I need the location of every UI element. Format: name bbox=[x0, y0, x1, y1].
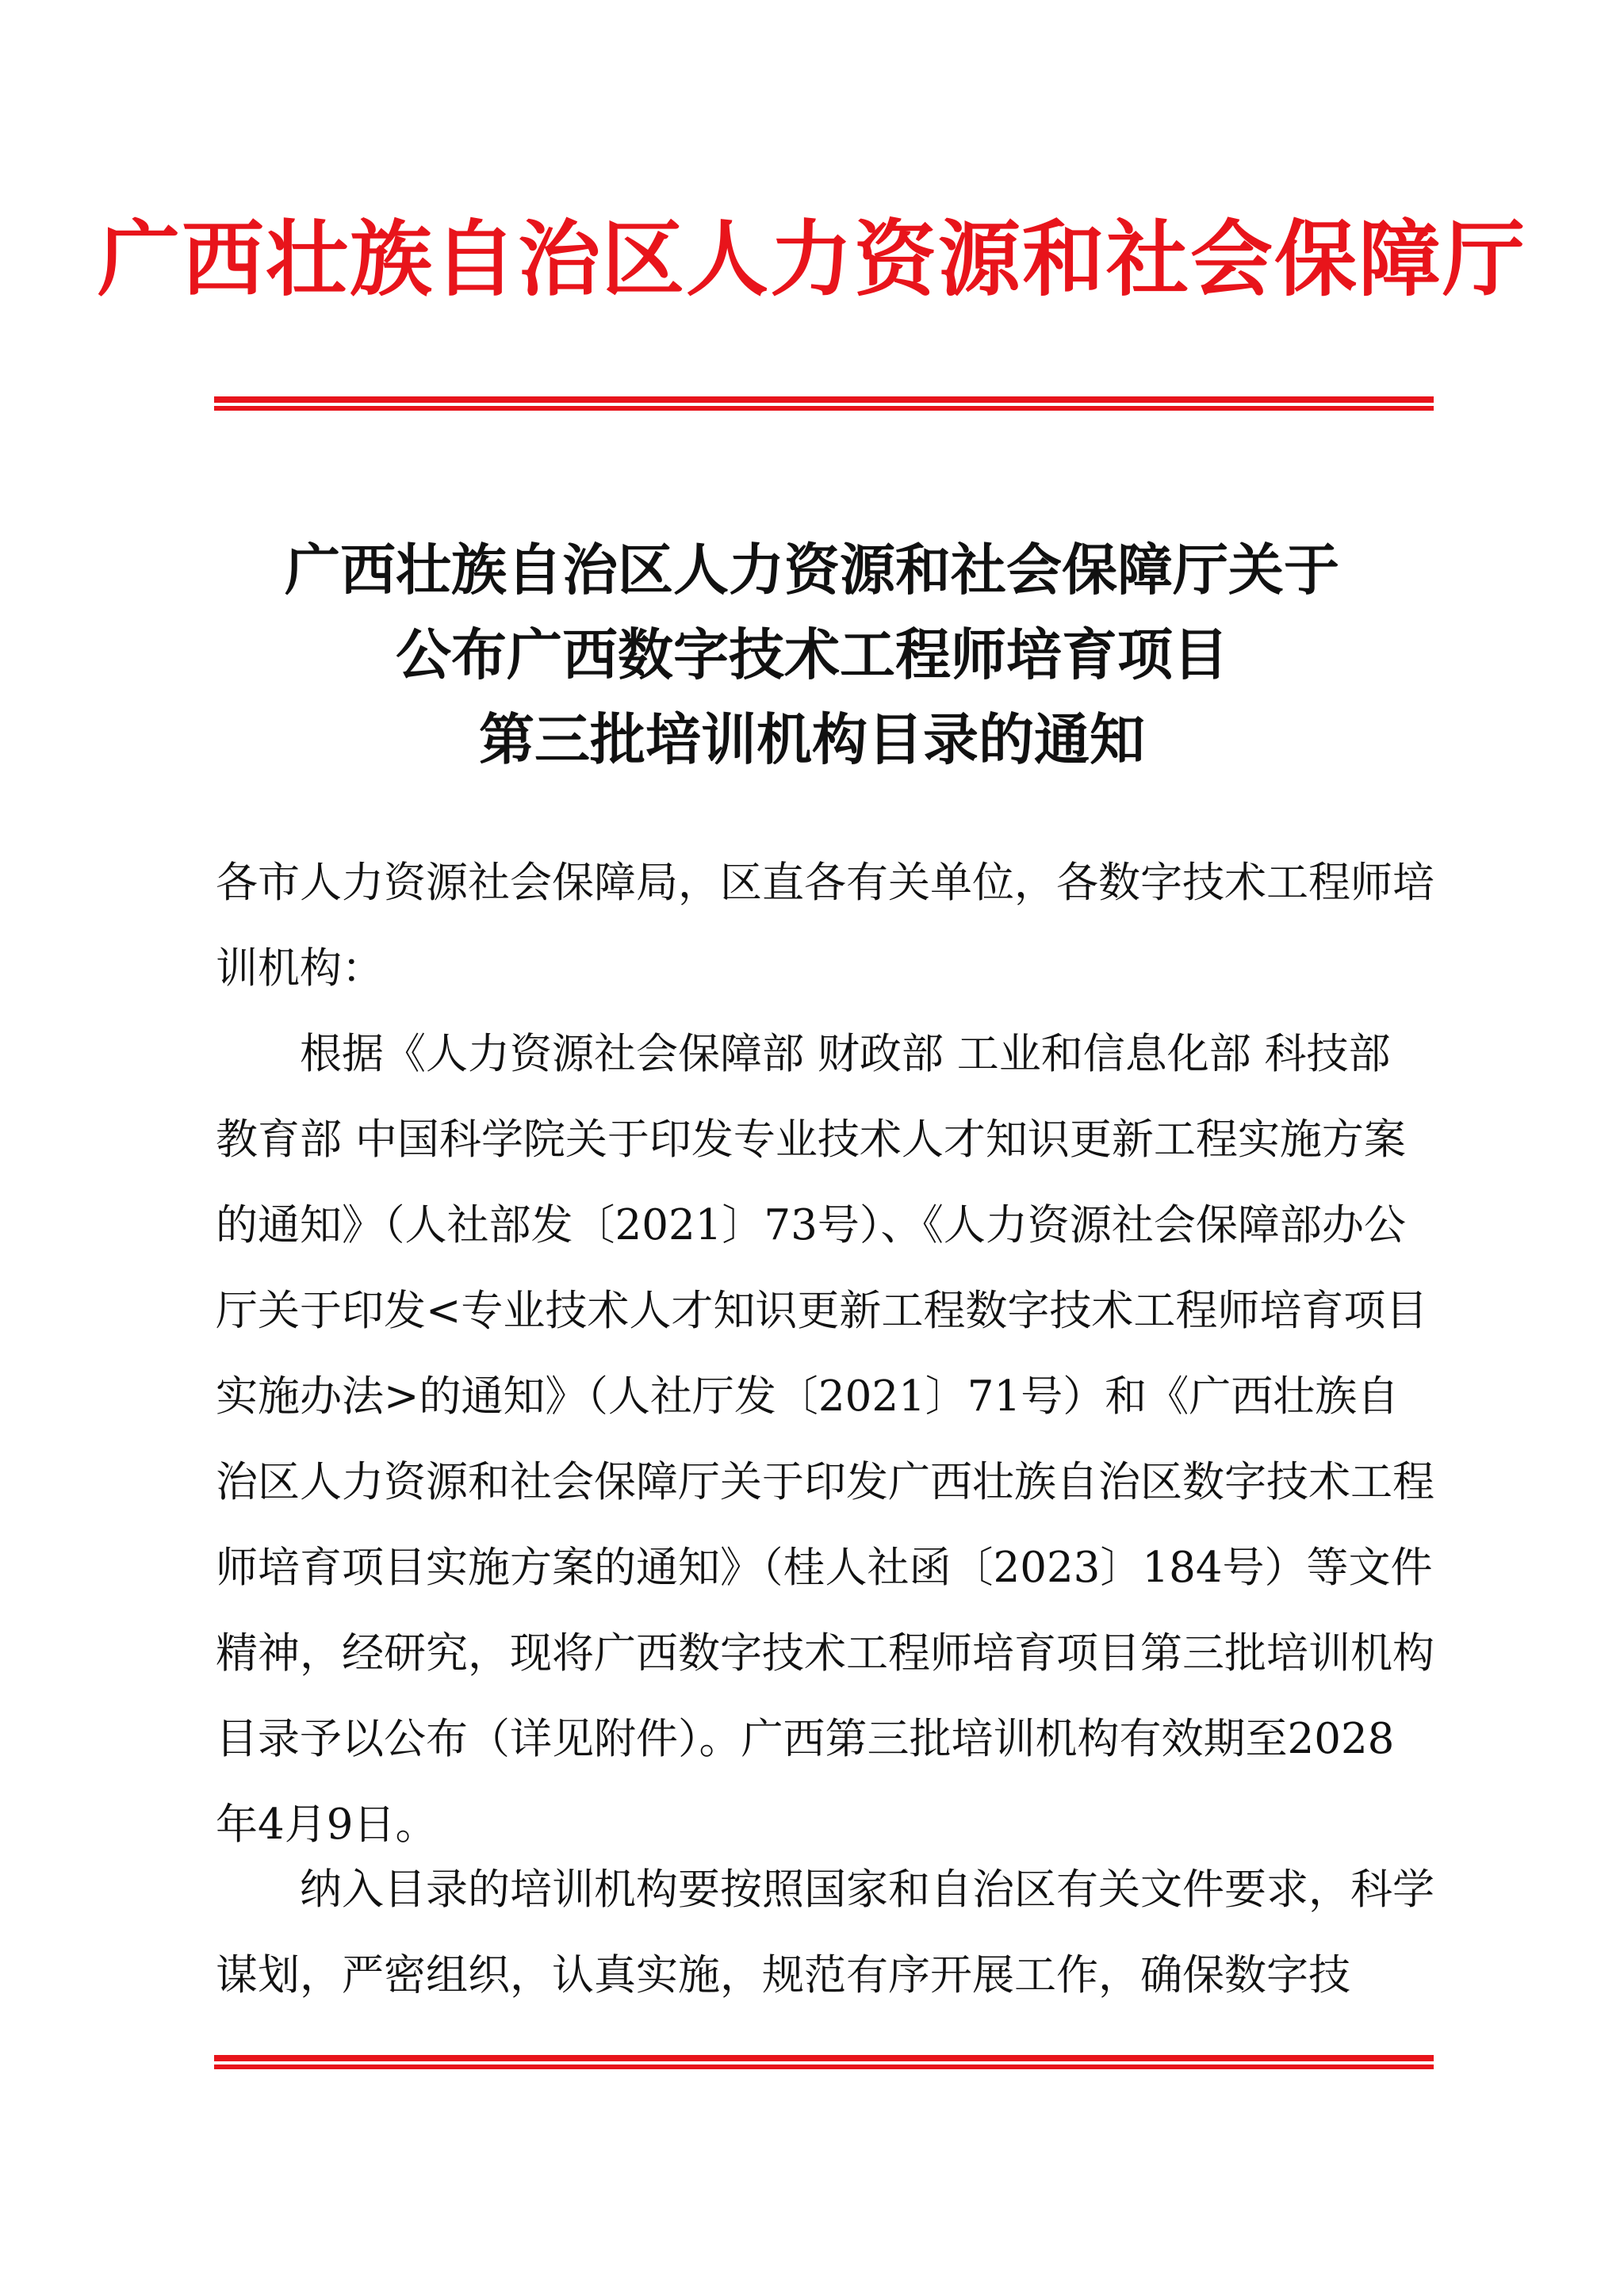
body-paragraph-1 bbox=[216, 1012, 1435, 1868]
title-line-1: 广西壮族自治区人力资源和社会保障厅关于 bbox=[285, 537, 1339, 603]
salutation bbox=[216, 840, 1435, 1012]
paragraph-1-text: 根据《人力资源社会保障部 财政部 工业和信息化部 科技部 教育部 中国科学院关于印发专业技术人才知识更新工程实施方案的通知》（人社部发〔2021〕73号）、《人力资源社会保障部办公厅关于印发<专业技术人才知识更新工程数字技术工程师培育项目实施办法>的通知》（人社厅发〔2021〕71号）和《广西壮族自治区人力资源和社会保障厅关于印发广西壮族自治区数字技术工程师培育项目实施方案的通知》（桂人社函〔2023〕184号）等文件精神，经研究，现将广西数字技术工程师培育项目第三批培训机构目录予以公布（详见附件）。广西第三批培训机构有效期至2028年4月9日。 bbox=[216, 1030, 1434, 1849]
notice-title bbox=[0, 527, 1624, 782]
title-line-3: 第三批培训机构目录的通知 bbox=[479, 706, 1145, 772]
salutation-text: 各市人力资源社会保障局，区直各有关单位，各数字技术工程师培训机构： bbox=[216, 859, 1434, 993]
title-line-2: 公布广西数字技术工程师培育项目 bbox=[396, 622, 1228, 687]
header-double-rule-top bbox=[214, 396, 1434, 403]
footer-double-rule-top bbox=[214, 2055, 1434, 2061]
paragraph-2-text: 纳入目录的培训机构要按照国家和自治区有关文件要求，科学谋划，严密组织，认真实施，规范有序开展工作，确保数字技 bbox=[216, 1866, 1434, 1999]
header-double-rule-bottom bbox=[214, 406, 1434, 411]
footer-double-rule-bottom bbox=[214, 2064, 1434, 2069]
body-paragraph-2 bbox=[216, 1847, 1435, 2019]
issuer-masthead: 广西壮族自治区人力资源和社会保障厅 bbox=[97, 210, 1526, 308]
